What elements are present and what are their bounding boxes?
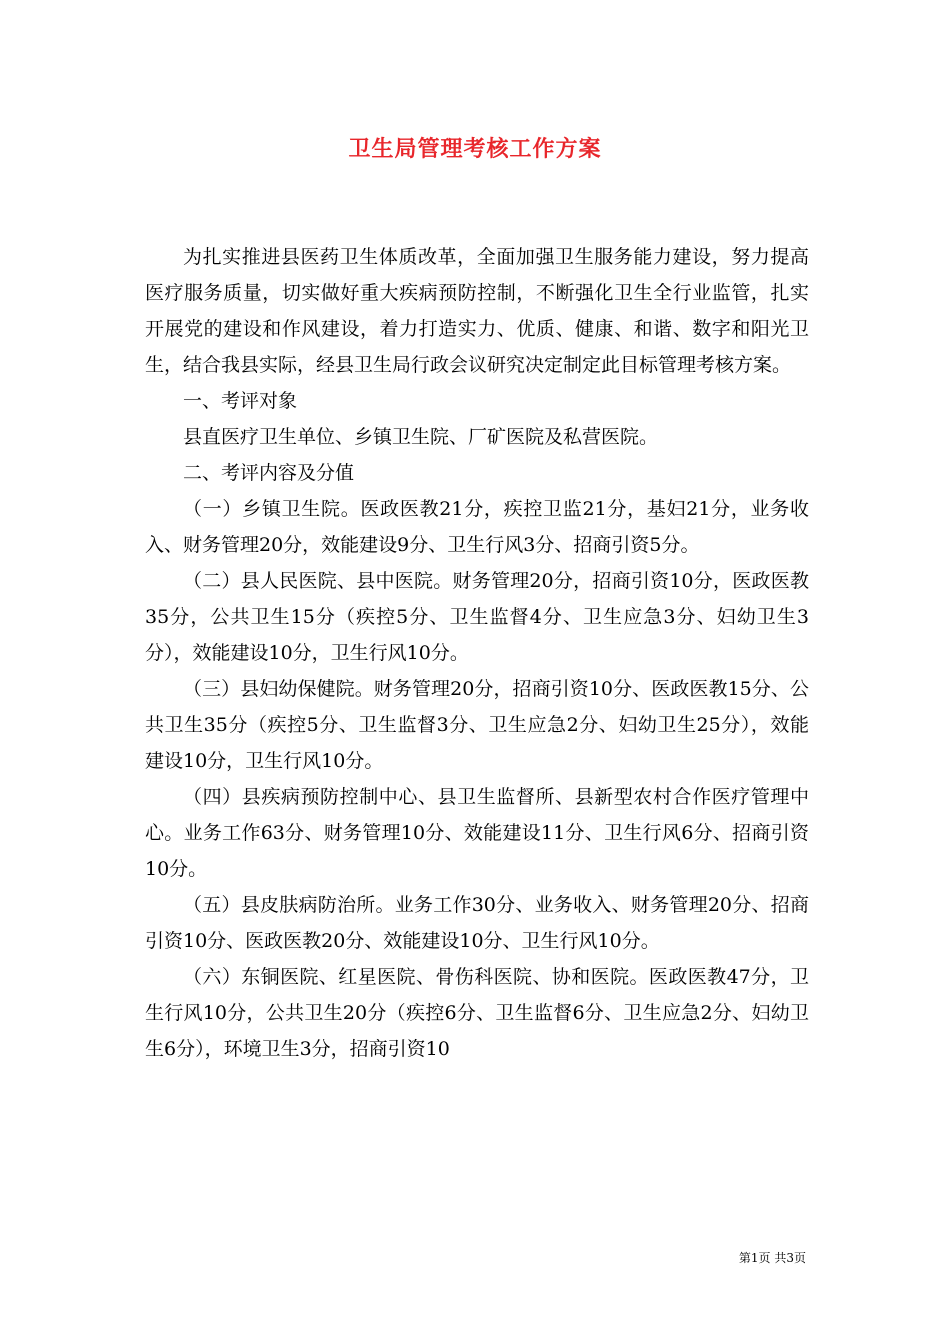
paragraph-item-3: （三）县妇幼保健院。财务管理20分，招商引资10分、医政医教15分、公共卫生35分（疾控5分、卫生监督3分、卫生应急2分、妇幼卫生25分），效能建设10分，卫生行风10分。 [145, 678, 809, 772]
paragraph-item-6: （六）东铜医院、红星医院、骨伤科医院、协和医院。医政医教47分，卫生行风10分，公共卫生20分（疾控6分、卫生监督6分、卫生应急2分、妇幼卫生6分），环境卫生3分，招商引资10 [145, 966, 809, 1060]
document-body [145, 239, 809, 1067]
paragraph-item-1: （一）乡镇卫生院。医政医教21分，疾控卫监21分，基妇21分，业务收入、财务管理20分，效能建设9分、卫生行风3分、招商引资5分。 [145, 498, 809, 556]
document-title: 卫生局管理考核工作方案 [348, 136, 602, 162]
section-heading-1: 一、考评对象 [183, 390, 298, 412]
intro-paragraph: 为扎实推进县医药卫生体质改革，全面加强卫生服务能力建设，努力提高医疗服务质量，切实做好重大疾病预防控制，不断强化卫生全行业监管，扎实开展党的建设和作风建设，着力打造实力、优质、健康、和谐、数字和阳光卫生，结合我县实际，经县卫生局行政会议研究决定制定此目标管理考核方案。 [145, 246, 809, 376]
paragraph-item-2: （二）县人民医院、县中医院。财务管理20分，招商引资10分，医政医教35分，公共卫生15分（疾控5分、卫生监督4分、卫生应急3分、妇幼卫生3分），效能建设10分，卫生行风10分。 [145, 570, 809, 664]
paragraph-item-4: （四）县疾病预防控制中心、县卫生监督所、县新型农村合作医疗管理中心。业务工作63分、财务管理10分、效能建设11分、卫生行风6分、招商引资10分。 [145, 786, 809, 880]
page-number: 第1页 共3页 [738, 1251, 806, 1265]
section-heading-2: 二、考评内容及分值 [183, 462, 355, 484]
paragraph-item-5: （五）县皮肤病防治所。业务工作30分、业务收入、财务管理20分、招商引资10分、医政医教20分、效能建设10分、卫生行风10分。 [145, 894, 809, 952]
paragraph-evaluation-targets: 县直医疗卫生单位、乡镇卫生院、厂矿医院及私营医院。 [183, 426, 659, 448]
